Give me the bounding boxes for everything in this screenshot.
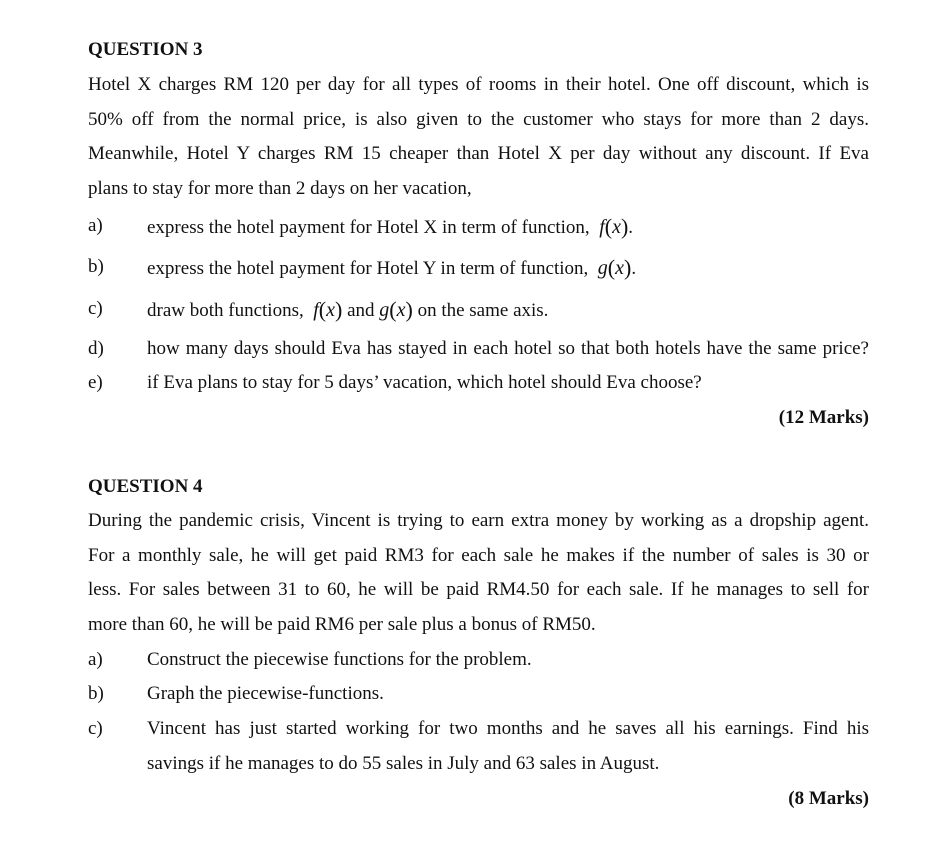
question-3-line-3: Meanwhile, Hotel Y charges RM 15 cheaper than Hotel X per day without any discount. If Eva bbox=[88, 143, 869, 164]
item-text: express the hotel payment for Hotel X in term of function, f(x). bbox=[147, 214, 634, 239]
question-4-item-a bbox=[88, 647, 869, 673]
function-name: f bbox=[313, 299, 319, 321]
question-3-item-d bbox=[88, 336, 869, 362]
item-text: if Eva plans to stay for 5 days’ vacation, which hotel should Eva choose? bbox=[147, 372, 702, 393]
question-3-item-c bbox=[88, 296, 869, 322]
question-4-line-1: During the pandemic crisis, Vincent is trying to earn extra money by working as a dropship agent. bbox=[88, 510, 869, 531]
question-3-heading: QUESTION 3 bbox=[88, 39, 203, 60]
item-label: b) bbox=[88, 256, 104, 277]
question-4-item-b bbox=[88, 681, 869, 707]
item-label: c) bbox=[88, 298, 103, 319]
item-text: Construct the piecewise functions for the problem. bbox=[147, 649, 532, 670]
question-3-line-1: Hotel X charges RM 120 per day for all types of rooms in their hotel. One off discount, which is bbox=[88, 74, 869, 95]
item-label: a) bbox=[88, 215, 103, 236]
question-3-item-b bbox=[88, 254, 869, 280]
item-text: Graph the piecewise-functions. bbox=[147, 683, 384, 704]
item-label: e) bbox=[88, 372, 103, 393]
question-3-line-4: plans to stay for more than 2 days on her vacation, bbox=[88, 177, 472, 199]
function-name: g bbox=[379, 299, 390, 321]
question-4-item-c-text bbox=[147, 711, 869, 781]
function-variable: x bbox=[612, 216, 621, 238]
question-4-body bbox=[88, 504, 869, 642]
question-4-line-4: more than 60, he will be paid RM6 per sale plus a bonus of RM50. bbox=[88, 613, 596, 635]
question-3-item-a bbox=[88, 213, 869, 239]
question-3-item-e bbox=[88, 370, 869, 396]
function-name: f bbox=[599, 216, 605, 238]
question-4-item-c-label: c) bbox=[88, 718, 103, 739]
question-4-marks: (8 Marks) bbox=[788, 788, 869, 809]
function-variable: x bbox=[326, 299, 336, 321]
question-4-line-2: For a monthly sale, he will get paid RM3 for each sale he makes if the number of sales is 30 or bbox=[88, 544, 869, 566]
function-name: g bbox=[597, 257, 608, 279]
item-text: express the hotel payment for Hotel Y in term of function, g(x). bbox=[147, 255, 637, 280]
question-4-line-3: less. For sales between 31 to 60, he will be paid RM4.50 for each sale. If he manages to sell for bbox=[88, 579, 869, 600]
function-variable: x bbox=[396, 299, 406, 321]
item-label: a) bbox=[88, 649, 103, 670]
question-3-body bbox=[88, 68, 869, 206]
function-variable: x bbox=[615, 257, 624, 279]
question-3-line-2: 50% off from the normal price, is also given to the customer who stays for more than 2 days. bbox=[88, 108, 869, 130]
item-text: how many days should Eva has stayed in each hotel so that both hotels have the same price? bbox=[147, 338, 869, 359]
item-label: b) bbox=[88, 683, 104, 704]
item-label: d) bbox=[88, 338, 104, 359]
item-text-line-2: savings if he manages to do 55 sales in July and 63 sales in August. bbox=[147, 753, 660, 774]
item-text-line-1: Vincent has just started working for two months and he saves all his earnings. Find his bbox=[147, 718, 869, 739]
question-4-heading: QUESTION 4 bbox=[88, 476, 203, 497]
item-text: draw both functions, f(x) and g(x) on the same axis. bbox=[147, 297, 549, 322]
question-3-marks: (12 Marks) bbox=[778, 407, 869, 428]
